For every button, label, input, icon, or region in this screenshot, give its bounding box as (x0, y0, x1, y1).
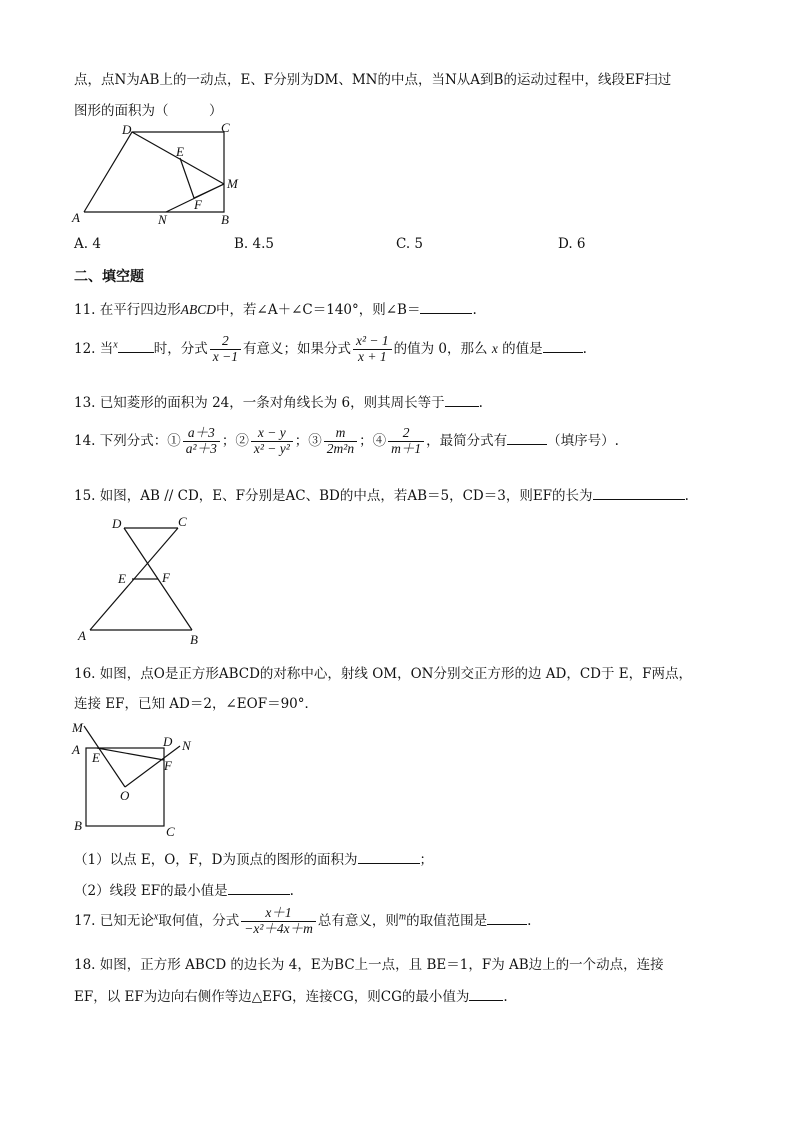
q18-line1: 18. 如图，正方形 ABCD 的边长为 4，E为BC上一点，且 BE＝1，F为 AB边上的一个动点，连接 (74, 957, 664, 973)
q15-label-D: D (112, 516, 122, 531)
q12-fraction-2: $\frac{\text{x² − 1}}{x + 1}$ (353, 334, 392, 365)
q10-label-D: D (122, 122, 132, 137)
q16-label-N: N (182, 738, 191, 753)
q16-label-C: C (166, 824, 175, 839)
q16-label-D: D (163, 734, 173, 749)
q16-line2: 连接 EF，已知 AD＝2，∠EOF＝90°． (74, 696, 318, 712)
q17: 17. 已知无论$^x$取何值，分式 $\frac{x+1}{\text{−x²＋4x＋m}}$ 总有意义，则$^m$的取值范围是 . (74, 905, 532, 936)
q10-choice-d: D. 6 (558, 236, 586, 252)
q11: 11. 在平行四边形ABCD中，若∠A＋∠C＝140°，则∠B＝ . (74, 302, 477, 318)
q16-part1: （1）以点 E，O，F，D为顶点的图形的面积为 ； (74, 852, 433, 868)
q16-line1: 16. 如图，点O是正方形ABCD的对称中心，射线 OM，ON分别交正方形的边 AD，CD于 E，F两点， (74, 666, 693, 682)
q16-part2: （2）线段 EF的最小值是 . (74, 883, 294, 899)
q10-line2: 图形的面积为（ ） (74, 103, 223, 119)
q11-blank (420, 313, 472, 314)
q10-label-F: F (194, 197, 202, 212)
q15-label-C: C (178, 514, 187, 529)
q10-label-M: M (227, 176, 238, 191)
q16-label-F: F (164, 758, 172, 773)
q16-label-M: M (72, 720, 83, 735)
q15-label-E: E (118, 571, 126, 586)
q10-label-B: B (221, 212, 229, 227)
q13: 13. 已知菱形的面积为 24，一条对角线长为 6，则其周长等于 . (74, 395, 483, 411)
q16-label-B: B (74, 818, 82, 833)
q10-choice-a: A. 4 (74, 236, 101, 252)
q12: 12. 当$^x$ 时，分式 $\frac{2}{x -1}$ 有意义；如果分式 $\frac{\text{x² − 1}}{x + 1}$ 的值为 0，那么 x 的值是 . (74, 333, 587, 364)
q15-label-A: A (78, 628, 86, 643)
q15-label-B: B (190, 632, 198, 647)
q15-figure (72, 510, 212, 650)
q15-label-F: F (162, 570, 170, 585)
q16-figure (66, 712, 206, 844)
q16-label-E: E (92, 750, 100, 765)
q10-figure (66, 118, 266, 230)
q10-label-N: N (158, 212, 167, 227)
q10-label-A: A (72, 210, 80, 225)
q15: 15. 如图，AB // CD，E、F分别是AC、BD的中点，若AB＝5，CD＝3，则EF的长为 . (74, 488, 689, 504)
q18-line2: EF，以 EF为边向右侧作等边△EFG，连接CG，则CG的最小值为 . (74, 989, 508, 1005)
q10-line1: 点，点N为AB上的一动点，E、F分别为DM、MN的中点，当N从A到B的运动过程中，线段EF扫过 (74, 72, 672, 88)
q10-label-E: E (176, 144, 184, 159)
q17-fraction: $\frac{x+1}{\text{−x²＋4x＋m}}$ (241, 906, 316, 937)
q10-label-C: C (221, 120, 230, 135)
q10-choice-b: B. 4.5 (234, 236, 274, 252)
q14: 14. 下列分式：① $\frac{a+3}{\text{a²＋3}}$ ；② $\frac{x - y}{\text{x² − y²}}$ ；③ $\frac{m}{\text{2m²n}}$ ；④ $\frac{2}{m+1}$ ，最简分式有 （填序号）. (74, 425, 619, 456)
q16-label-O: O (120, 788, 130, 803)
section-heading: 二、填空题 (74, 269, 144, 285)
q10-choice-c: C. 5 (396, 236, 424, 252)
q16-label-A: A (72, 742, 80, 757)
q12-fraction-1: $\frac{2}{x -1}$ (210, 334, 241, 365)
